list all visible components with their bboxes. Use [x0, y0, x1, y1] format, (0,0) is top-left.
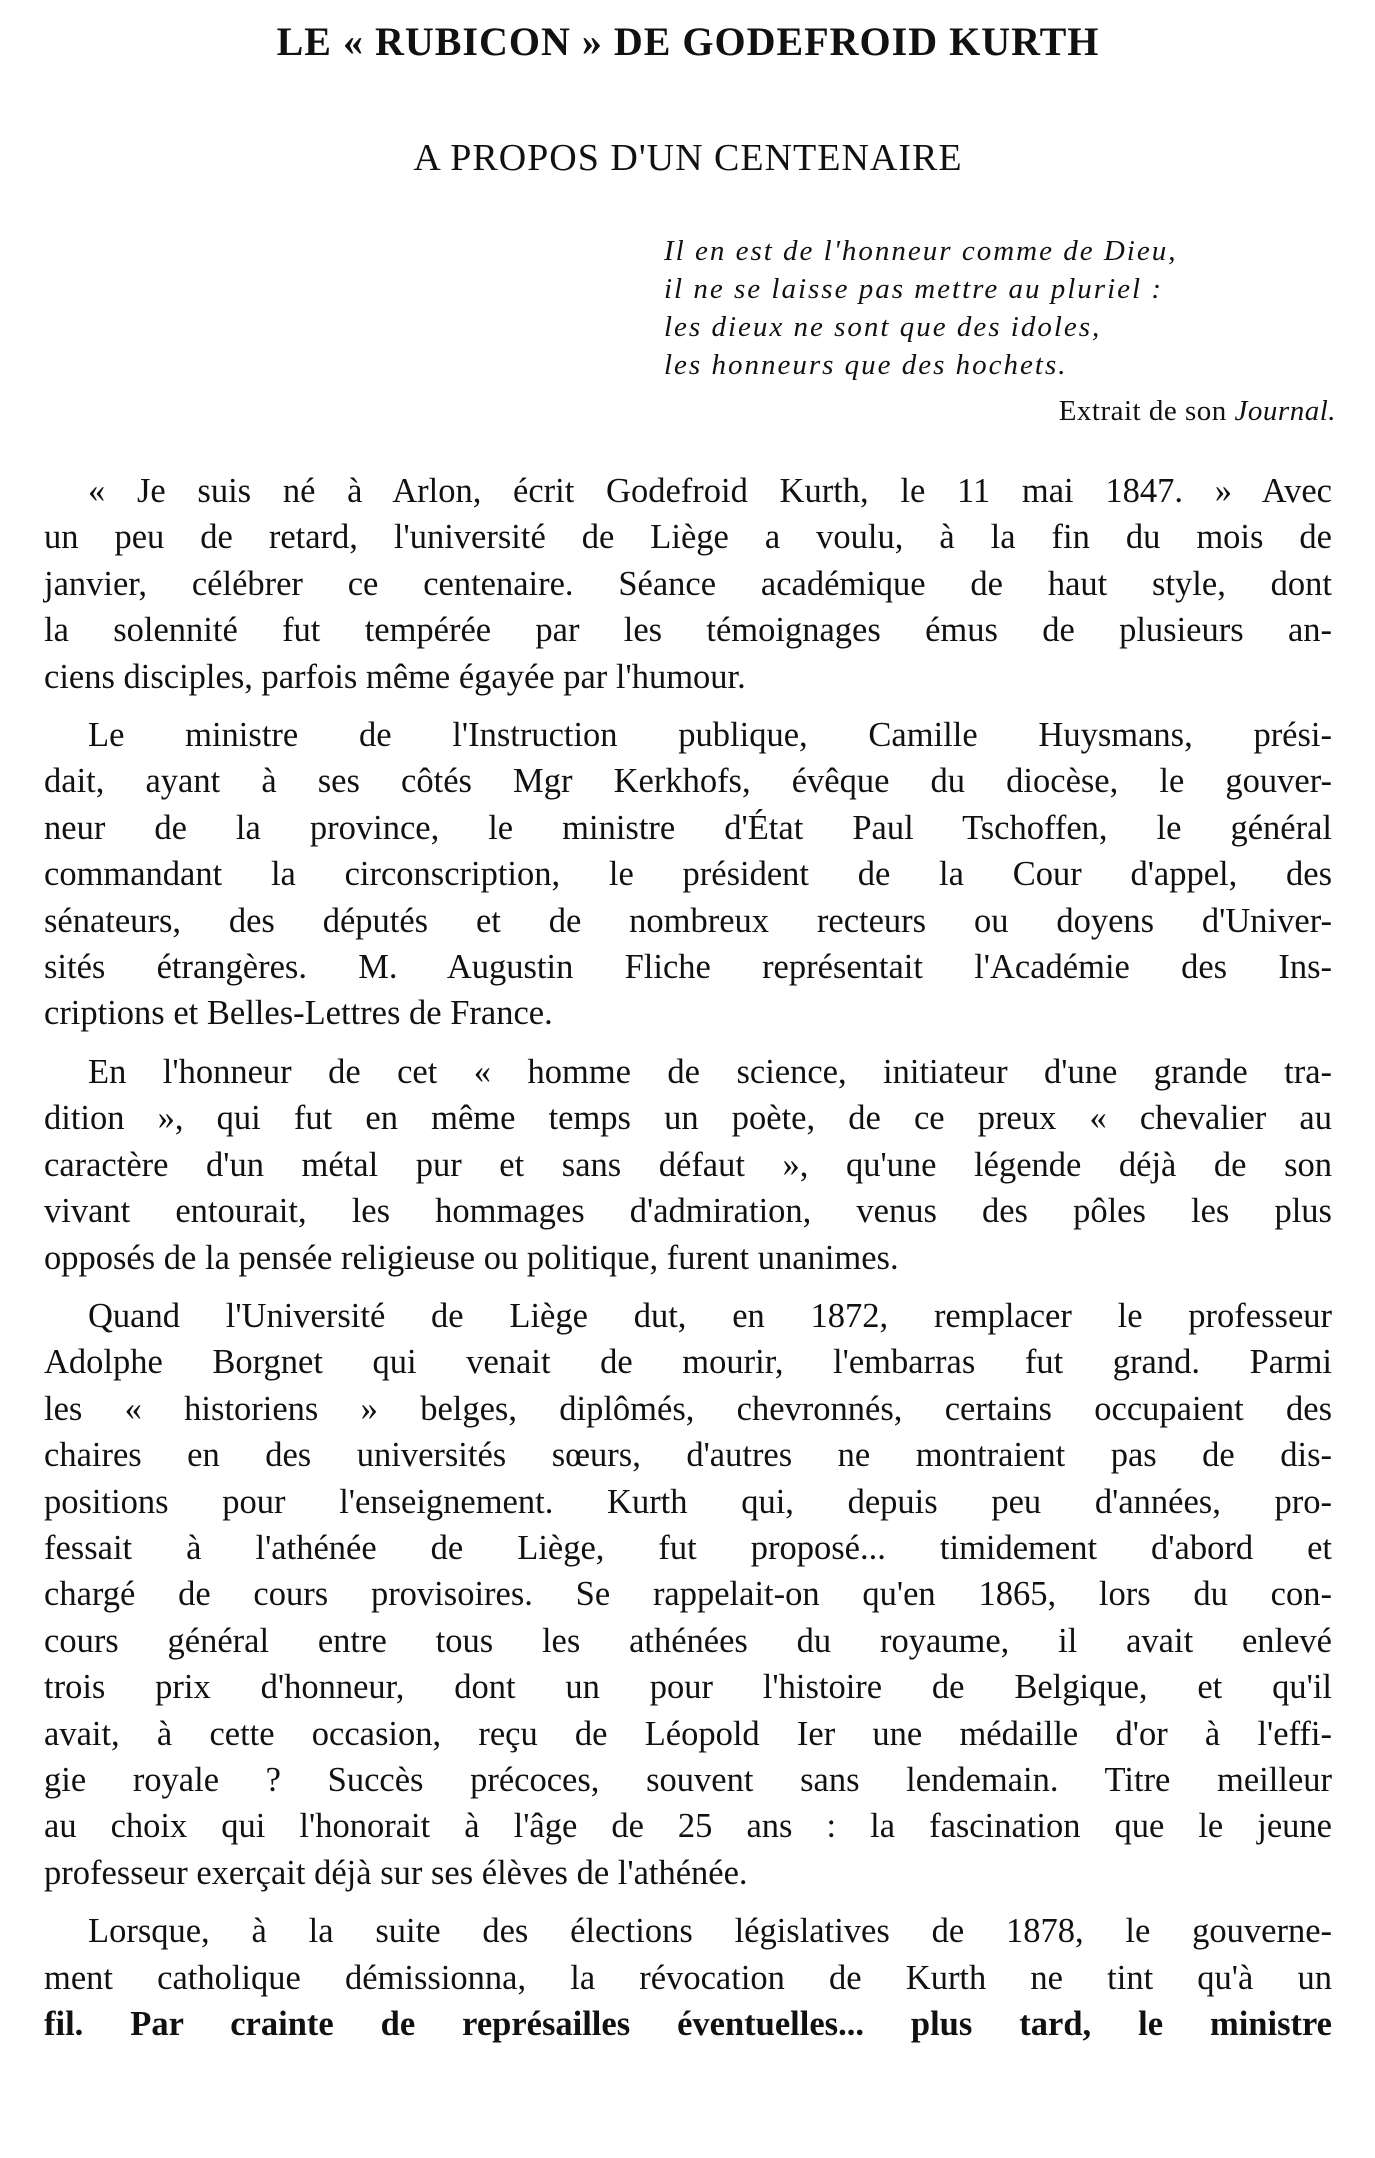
epigraph-source-prefix: Extrait de son	[1058, 395, 1235, 427]
paragraph-line: fil. Par crainte de représailles éventuelles... plus tard, le ministre	[44, 2005, 1332, 2043]
paragraph	[44, 1908, 1332, 2047]
paragraph-line: avait, à cette occasion, reçu de Léopold Ier une médaille d'or à l'effi-	[44, 1714, 1332, 1753]
paragraph-line: En l'honneur de cet « homme de science, initiateur d'une grande tra-	[88, 1052, 1332, 1091]
paragraph-line: cours général entre tous les athénées du royaume, il avait enlevé	[44, 1621, 1332, 1660]
paragraph-line: gie royale ? Succès précoces, souvent sans lendemain. Titre meilleur	[44, 1760, 1332, 1799]
paragraph-line: au choix qui l'honorait à l'âge de 25 ans : la fascination que le jeune	[44, 1807, 1332, 1846]
paragraph-line: professeur exerçait déjà sur ses élèves de l'athénée.	[44, 1853, 748, 1892]
paragraph-line: caractère d'un métal pur et sans défaut », qu'une légende déjà de son	[44, 1145, 1332, 1184]
document-subtitle: A PROPOS D'UN CENTENAIRE	[413, 137, 963, 179]
body-text	[44, 468, 1332, 2059]
paragraph	[44, 1293, 1332, 1896]
paragraph	[44, 468, 1332, 700]
paragraph-line: ciens disciples, parfois même égayée par l'humour.	[44, 657, 746, 696]
paragraph-line: vivant entourait, les hommages d'admiration, venus des pôles les plus	[44, 1192, 1332, 1231]
document-title: LE « RUBICON » DE GODEFROID KURTH	[276, 19, 1100, 64]
epigraph-line: les dieux ne sont que des idoles,	[664, 311, 1102, 343]
paragraph-line: dition », qui fut en même temps un poète, de ce preux « chevalier au	[44, 1099, 1332, 1138]
paragraph-line: « Je suis né à Arlon, écrit Godefroid Kurth, le 11 mai 1847. » Avec	[88, 472, 1332, 510]
paragraph-line: Adolphe Borgnet qui venait de mourir, l'embarras fut grand. Parmi	[44, 1343, 1332, 1382]
paragraph-line: fessait à l'athénée de Liège, fut proposé... timidement d'abord et	[44, 1528, 1332, 1567]
paragraph-line: un peu de retard, l'université de Liège a voulu, à la fin du mois de	[44, 518, 1332, 557]
epigraph-line: les honneurs que des hochets.	[664, 349, 1068, 381]
paragraph-line: commandant la circonscription, le président de la Cour d'appel, des	[44, 855, 1332, 894]
paragraph	[44, 1049, 1332, 1281]
paragraph-line: dait, ayant à ses côtés Mgr Kerkhofs, évêque du diocèse, le gouver-	[44, 762, 1332, 801]
paragraph-line: janvier, célébrer ce centenaire. Séance académique de haut style, dont	[44, 564, 1332, 603]
epigraph-line: Il en est de l'honneur comme de Dieu,	[664, 235, 1178, 267]
paragraph-line: sités étrangères. M. Augustin Fliche représentait l'Académie des Ins-	[44, 948, 1332, 987]
paragraph-line: la solennité fut tempérée par les témoignages émus de plusieurs an-	[44, 611, 1332, 650]
paragraph-line: chaires en des universités sœurs, d'autres ne montraient pas de dis-	[44, 1436, 1332, 1475]
paragraph-line: opposés de la pensée religieuse ou politique, furent unanimes.	[44, 1238, 899, 1277]
paragraph-line: trois prix d'honneur, dont un pour l'histoire de Belgique, et qu'il	[44, 1668, 1332, 1707]
paragraph-line: ment catholique démissionna, la révocation de Kurth ne tint qu'à un	[44, 1958, 1332, 1997]
paragraph-line: Lorsque, à la suite des élections législatives de 1878, le gouverne-	[88, 1912, 1332, 1951]
paragraph	[44, 712, 1332, 1037]
epigraph-line: il ne se laisse pas mettre au pluriel :	[664, 273, 1163, 305]
paragraph-line: positions pour l'enseignement. Kurth qui, depuis peu d'années, pro-	[44, 1482, 1332, 1521]
paragraph-line: Le ministre de l'Instruction publique, Camille Huysmans, prési-	[88, 716, 1332, 755]
paragraph-line: chargé de cours provisoires. Se rappelait-on qu'en 1865, lors du con-	[44, 1575, 1332, 1614]
paragraph-line: Quand l'Université de Liège dut, en 1872, remplacer le professeur	[88, 1296, 1332, 1335]
paragraph-line: criptions et Belles-Lettres de France.	[44, 994, 553, 1033]
paragraph-line: sénateurs, des députés et de nombreux recteurs ou doyens d'Univer-	[44, 901, 1332, 940]
paragraph-line: neur de la province, le ministre d'État Paul Tschoffen, le général	[44, 808, 1332, 847]
paragraph-line: les « historiens » belges, diplômés, chevronnés, certains occupaient des	[44, 1389, 1332, 1428]
epigraph-source-work: Journal.	[1234, 395, 1336, 427]
epigraph	[664, 232, 1336, 430]
epigraph-source	[664, 392, 1336, 430]
